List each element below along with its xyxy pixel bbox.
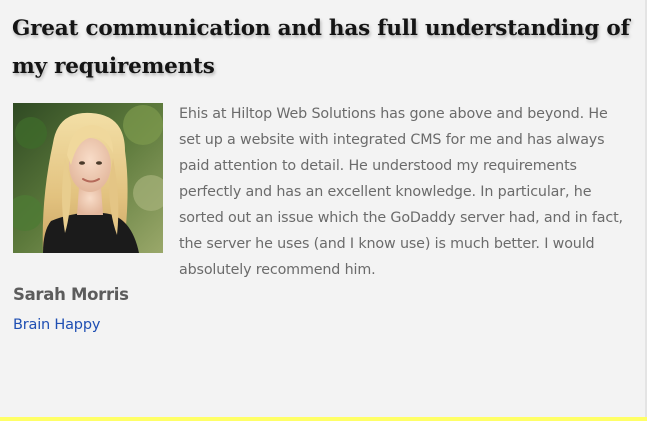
reviewer-photo-illustration — [13, 103, 163, 253]
testimonial-headline: Great communication and has full understanding of my requirements — [12, 16, 630, 79]
testimonial-body: Ehis at Hiltop Web Solutions has gone above and beyond. He set up a website with integrated CMS for me and has always paid attention to detail. He understood my requirements perfectly and has an excellent knowledge. In particular, he sorted out an issue which the GoDaddy server had, and in fact, the server he uses (and I know use) is much better. I would absolutely recommend him. — [179, 106, 623, 278]
author-name: Sarah Morris — [13, 285, 129, 304]
company-link[interactable]: Brain Happy — [13, 317, 101, 333]
reviewer-photo — [13, 103, 163, 253]
